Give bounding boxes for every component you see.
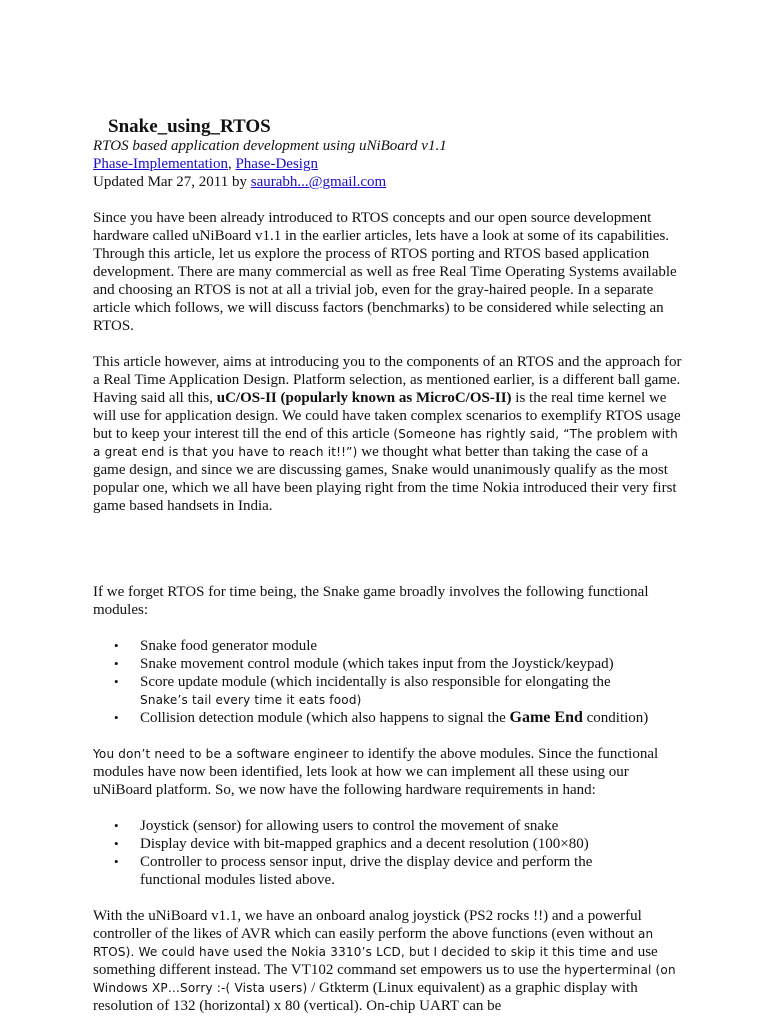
list-item-text: Joystick (sensor) for allowing users to control the movement of snake [140, 818, 559, 834]
paragraph-uniboard-text-c: / Gtkterm (Linux equivalent) as a graphic display with resolution of 132 (horizontal) x 80 (vertical). On-chip UART can be [93, 980, 638, 1014]
functional-modules-list [93, 637, 693, 727]
list-item-text: Controller to process sensor input, drive the display device and perform the functional modules listed above. [140, 854, 593, 888]
paragraph-uniboard [93, 907, 683, 1015]
game-end-bold: Game End [509, 709, 583, 726]
paragraph-approach-text-a: This article however, aims at introducing you to the components of an RTOS and the approach for a Real Time Application Design. Platform selection, as mentioned earlier, is a different ball game. Having said all this, [93, 354, 682, 406]
updated-line [93, 173, 683, 191]
author-email-link[interactable]: saurabh...@gmail.com [250, 174, 387, 190]
bullet-icon: • [114, 638, 119, 653]
bullet-icon: • [114, 836, 119, 851]
list-item [93, 835, 693, 853]
paragraph-approach-text-c: we thought what better than taking the case of a game design, and since we are discussing games, Snake would unanimously qualify as the most popular one, which we all have been playing right from the time Nokia introduced their very first game based handsets in India. [93, 444, 677, 514]
list-item [93, 673, 693, 709]
list-item [93, 709, 693, 727]
paragraph-uniboard-text-b: use something different instead. The VT102 command set empowers us to use the [93, 944, 658, 978]
list-item [93, 817, 693, 835]
list-item-text-end: condition) [582, 710, 649, 726]
page-subtitle: RTOS based application development using uNiBoard v1.1 [93, 138, 447, 154]
paragraph-approach-text-b: is the real time kernel we will use for application design. We could have taken complex scenarios to exemplify RTOS usage but to keep your interest till the end of this article [93, 390, 681, 442]
paragraph-hardware-intro [93, 745, 683, 799]
list-item [93, 637, 693, 655]
hardware-requirements-list [93, 817, 693, 889]
paragraph-uniboard-alt-b: hyperterminal (on Windows XP…Sorry :-( Vista users) [93, 963, 676, 995]
list-item-text: Display device with bit-mapped graphics and a decent resolution (100×80) [140, 836, 589, 852]
list-item-text: Score update module (which incidentally is also responsible for elongating the [140, 674, 611, 690]
kernel-name-bold: uC/OS-II (popularly known as MicroC/OS-II) [216, 390, 512, 406]
paragraph-approach [93, 353, 683, 515]
labels-line [93, 155, 683, 173]
bullet-icon: • [114, 854, 119, 869]
bullet-icon: • [114, 674, 119, 689]
list-item-text-continued: Snake’s tail every time it eats food) [140, 693, 362, 707]
bullet-icon: • [114, 710, 119, 725]
list-item [93, 853, 630, 889]
list-item-text: Snake food generator module [140, 638, 318, 654]
paragraph-hardware-intro-text: to identify the above modules. Since the functional modules have now been identified, lets look at how we can implement all these using our uNiBoard platform. So, we now have the following hardware requirements in hand: [93, 746, 659, 798]
bullet-icon: • [114, 656, 119, 671]
list-item-text: Collision detection module (which also happens to signal the [140, 710, 510, 726]
label-link-phase-design[interactable]: Phase-Design [235, 156, 318, 172]
page-title: Snake_using_RTOS [108, 116, 271, 137]
list-item-text: Snake movement control module (which takes input from the Joystick/keypad) [140, 656, 614, 672]
paragraph-hardware-intro-alt: You don’t need to be a software engineer [93, 747, 349, 761]
updated-text: Updated Mar 27, 2011 by [93, 174, 251, 190]
paragraph-modules-intro: If we forget RTOS for time being, the Snake game broadly involves the following functional modules: [93, 584, 649, 618]
paragraph-intro: Since you have been already introduced to RTOS concepts and our open source development hardware called uNiBoard v1.1 in the earlier articles, lets have a look at some of its capabilities. Through this article, let us explore the process of RTOS porting and RTOS based application development. There are many commercial as well as free Real Time Operating Systems available and choosing an RTOS is not at all a trivial job, even for the gray-haired people. In a separate article which follows, we will discuss factors (benchmarks) to be considered while selecting an RTOS. [93, 210, 677, 334]
bullet-icon: • [114, 818, 119, 833]
quote-text: (Someone has rightly said, “The problem with a great end is that you have to reach it!!”) [93, 427, 678, 459]
label-separator: , [227, 156, 236, 172]
list-item [93, 655, 693, 673]
label-link-phase-implementation[interactable]: Phase-Implementation [93, 156, 228, 172]
paragraph-uniboard-alt-a: an RTOS). We could have used the Nokia 3310’s LCD, but I decided to skip it this time and [93, 927, 654, 959]
paragraph-uniboard-text-a: With the uNiBoard v1.1, we have an onboard analog joystick (PS2 rocks !!) and a powerful controller of the likes of AVR which can easily perform the above functions (even without [93, 908, 642, 942]
